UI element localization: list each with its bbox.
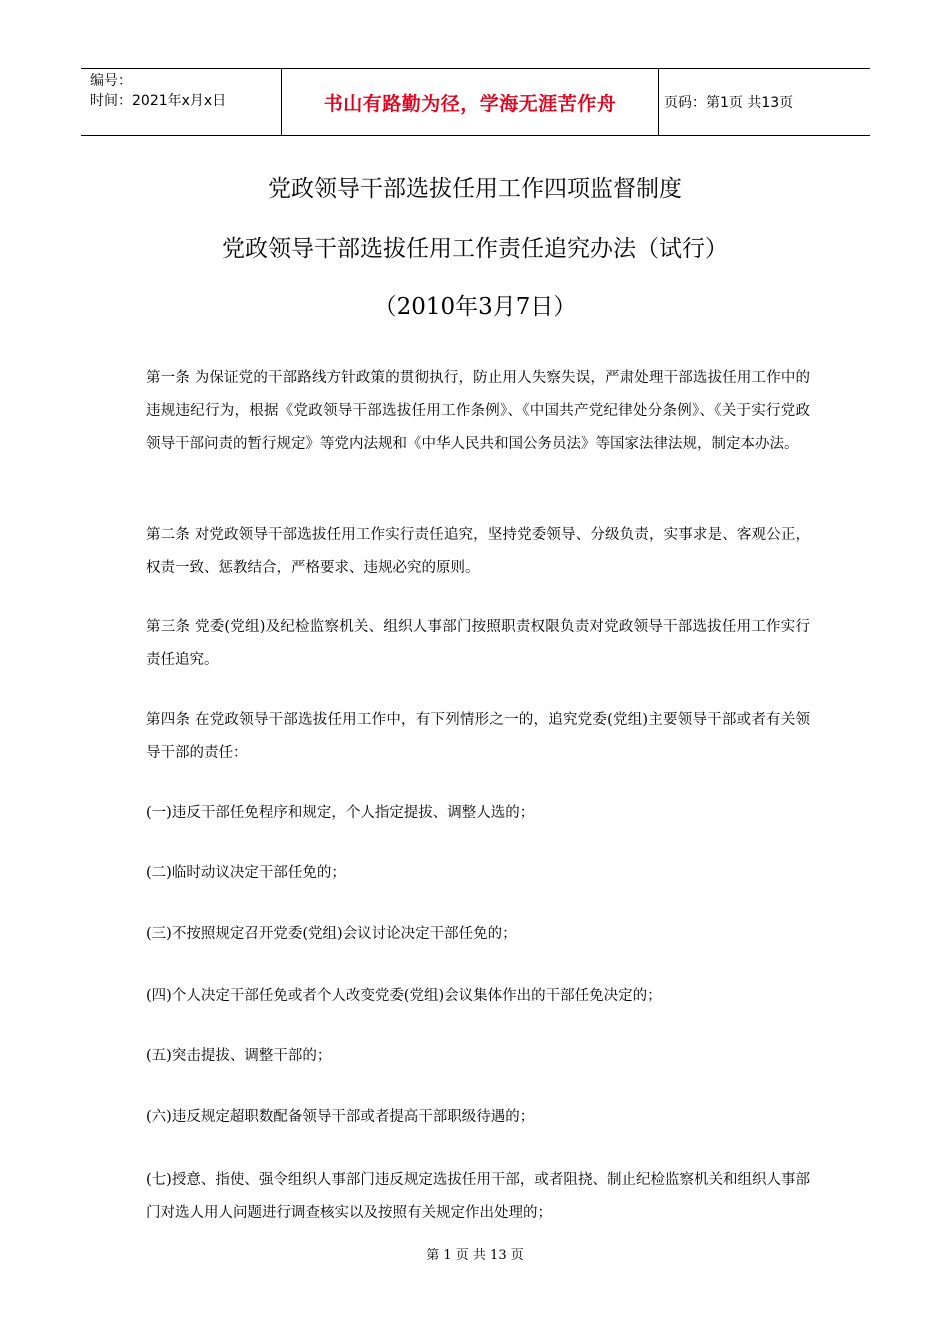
list-item-text: (三)不按照规定召开党委(党组)会议讨论决定干部任免的； bbox=[146, 926, 517, 942]
list-item-6 bbox=[146, 1101, 810, 1134]
list-item-text: (六)违反规定超职数配备领导干部或者提高干部职级待遇的； bbox=[146, 1109, 535, 1125]
list-item-3 bbox=[146, 918, 810, 951]
header-motto-cell bbox=[282, 69, 659, 135]
header-meta-cell bbox=[81, 69, 282, 135]
header-page-cell bbox=[659, 69, 870, 135]
article-text: 第三条 党委(党组)及纪检监察机关、组织人事部门按照职责权限负责对党政领导干部选拔任用工作实行责任追究。 bbox=[146, 619, 810, 668]
article-text: 第一条 为保证党的干部路线方针政策的贯彻执行，防止用人失察失误，严肃处理干部选拔任用工作中的违规违纪行为，根据《党政领导干部选拔任用工作条例》、《中国共产党纪律处分条例》、《关于实行党政领导干部问责的暂行规定》等党内法规和《中华人民共和国公务员法》等国家法律法规，制定本办法。 bbox=[146, 370, 810, 452]
document-date: （2010年3月7日） bbox=[373, 294, 577, 320]
list-item-4 bbox=[146, 980, 810, 1013]
list-item-text: (四)个人决定干部任免或者个人改变党委(党组)会议集体作出的干部任免决定的； bbox=[146, 988, 662, 1004]
document-number-label: 编号： bbox=[90, 73, 132, 89]
page-info-text: 页码：第1页 共13页 bbox=[664, 95, 794, 111]
motto-text: 书山有路勤为径，学海无涯苦作舟 bbox=[323, 92, 617, 115]
article-text: 第二条 对党政领导干部选拔任用工作实行责任追究，坚持党委领导、分级负责，实事求是、客观公正，权责一致、惩教结合，严格要求、违规必究的原则。 bbox=[146, 527, 810, 576]
list-item-text: (七)授意、指使、强令组织人事部门违反规定选拔任用干部，或者阻挠、制止纪检监察机关和组织人事部门对选人用人问题进行调查核实以及按照有关规定作出处理的； bbox=[146, 1172, 810, 1221]
document-title: 党政领导干部选拔任用工作四项监督制度 bbox=[268, 176, 682, 202]
list-item-7 bbox=[146, 1164, 810, 1230]
page-footer: 第 1 页 共 13 页 bbox=[426, 1248, 524, 1263]
document-time-label: 时间：2021年x月x日 bbox=[90, 93, 227, 109]
list-item-2 bbox=[146, 857, 810, 890]
header-table bbox=[81, 68, 870, 136]
paragraph-3 bbox=[146, 611, 810, 677]
list-item-text: (二)临时动议决定干部任免的； bbox=[146, 865, 346, 881]
list-item-5 bbox=[146, 1040, 810, 1073]
document-subtitle: 党政领导干部选拔任用工作责任追究办法（试行） bbox=[222, 236, 728, 262]
list-item-text: (一)违反干部任免程序和规定，个人指定提拔、调整人选的； bbox=[146, 805, 535, 821]
article-text: 第四条 在党政领导干部选拔任用工作中，有下列情形之一的，追究党委(党组)主要领导干部或者有关领导干部的责任： bbox=[146, 712, 810, 761]
paragraph-2 bbox=[146, 519, 810, 585]
paragraph-1 bbox=[146, 362, 810, 461]
list-item-text: (五)突击提拔、调整干部的； bbox=[146, 1048, 332, 1064]
list-item-1 bbox=[146, 797, 810, 830]
paragraph-4 bbox=[146, 704, 810, 770]
